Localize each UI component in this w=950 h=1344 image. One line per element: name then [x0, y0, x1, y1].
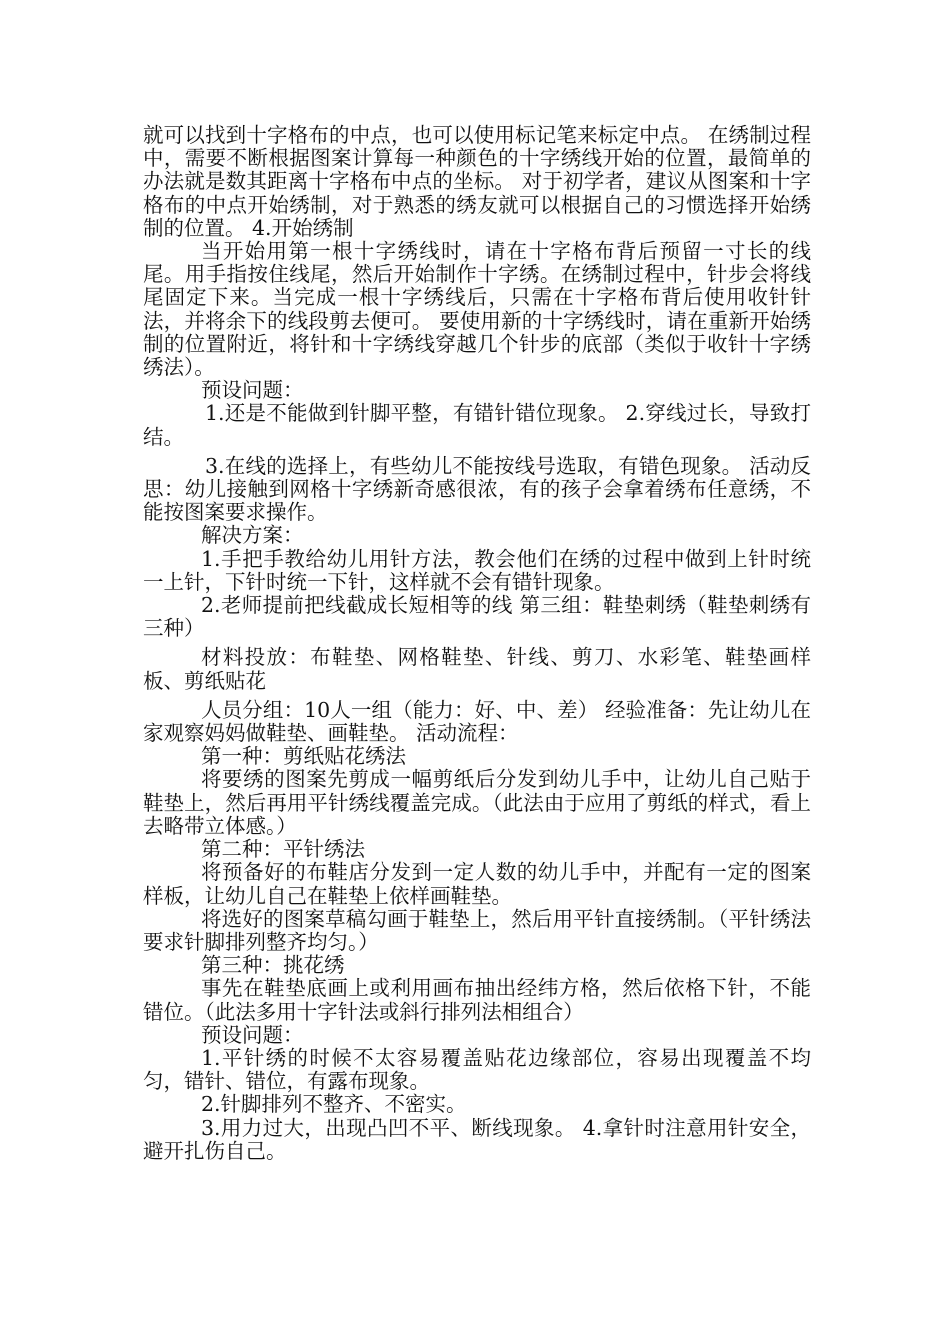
paragraph: 3.在线的选择上，有些幼儿不能按线号选取，有错色现象。 活动反思：幼儿接触到网格十字绣新奇感很浓，有的孩子会拿着绣布任意绣，不能按图案要求操作。 [143, 453, 811, 525]
paragraph: 1.还是不能做到针脚平整，有错针错位现象。 2.穿线过长，导致打结。 [143, 401, 811, 449]
paragraph: 1.手把手教给幼儿用针方法，教会他们在绣的过程中做到上针时统一上针，下针时统一下针，这样就不会有错针现象。 [143, 546, 811, 594]
paragraph: 将预备好的布鞋店分发到一定人数的幼儿手中，并配有一定的图案样板，让幼儿自己在鞋垫上依样画鞋垫。 [143, 860, 811, 908]
document-body [143, 124, 811, 1163]
paragraph: 人员分组：10人一组（能力：好、中、差） 经验准备：先让幼儿在家观察妈妈做鞋垫、画鞋垫。 活动流程： [143, 697, 811, 746]
paragraph: 1.平针绣的时候不太容易覆盖贴花边缘部位，容易出现覆盖不均匀，错针、错位，有露布现象。 [143, 1045, 811, 1094]
paragraph: 第三种：挑花绣 [201, 953, 345, 978]
paragraph: 2.针脚排列不整齐、不密实。 [201, 1092, 467, 1117]
paragraph: 就可以找到十字格布的中点，也可以使用标记笔来标定中点。 在绣制过程中，需要不断根据图案计算每一种颜色的十字绣线开始的位置，最简单的办法就是数其距离十字格布中点的坐标。 对于初学者，建议从图案和十字格布的中点开始绣制，对于熟悉的绣友就可以根据自己的习惯选择开始绣制的位置。 4.开始绣制 [143, 123, 811, 240]
paragraph: 预设问题： [201, 378, 304, 403]
paragraph: 解决方案： [201, 523, 304, 548]
paragraph: 当开始用第一根十字绣线时，请在十字格布背后预留一寸长的线尾。用手指按住线尾，然后开始制作十字绣。在绣制过程中，针步会将线尾固定下来。当完成一根十字绣线后，只需在十字格布背后使用收针针法，并将余下的线段剪去便可。 要使用新的十字绣线时，请在重新开始绣制的位置附近，将针和十字绣线穿越几个针步的底部（类似于收针十字绣绣法）。 [143, 239, 811, 380]
paragraph: 材料投放：布鞋垫、网格鞋垫、针线、剪刀、水彩笔、鞋垫画样板、剪纸贴花 [143, 645, 811, 693]
paragraph: 事先在鞋垫底画上或利用画布抽出经纬方格，然后依格下针，不能错位。（此法多用十字针法或斜行排列法相组合） [143, 976, 811, 1024]
paragraph: 第一种：剪纸贴花绣法 [201, 744, 406, 769]
paragraph: 第二种：平针绣法 [201, 837, 365, 862]
paragraph: 3.用力过大，出现凸凹不平、断线现象。 4.拿针时注意用针安全，避开扎伤自己。 [143, 1115, 811, 1163]
paragraph: 将选好的图案草稿勾画于鞋垫上，然后用平针直接绣制。（平针绣法要求针脚排列整齐均匀。） [143, 906, 811, 954]
paragraph: 2.老师提前把线截成长短相等的线 第三组：鞋垫刺绣（鞋垫刺绣有三种） [143, 593, 811, 641]
paragraph: 将要绣的图案先剪成一幅剪纸后分发到幼儿手中，让幼儿自己贴于鞋垫上，然后再用平针绣线覆盖完成。（此法由于应用了剪纸的样式，看上去略带立体感。） [143, 767, 811, 838]
paragraph: 预设问题： [201, 1022, 304, 1047]
